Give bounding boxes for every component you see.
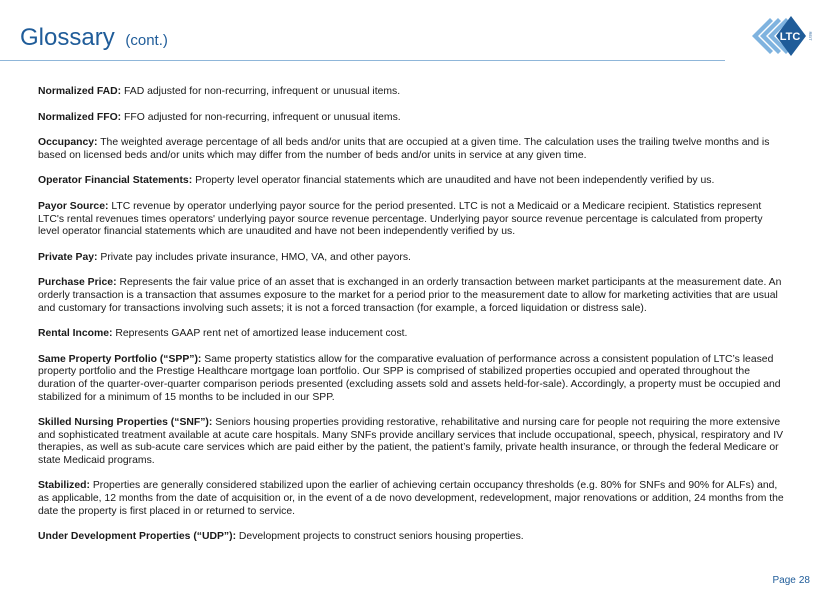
glossary-entry xyxy=(38,480,786,518)
glossary-term: Normalized FFO: xyxy=(38,111,122,123)
page-subtitle: (cont.) xyxy=(125,32,168,49)
ltc-reit-logo-icon xyxy=(748,8,814,64)
glossary-definition: Same property statistics allow for the comparative evaluation of performance across a consistent population of LTC’s leased property portfolio and the Prestige Healthcare mortgage loan portfolio. Our SPP is comprised of stabilized properties occupied and operated throughout the duration of the quarter-over-quarter comparison periods presented (excluding assets sold and assets held-for-sale). Accordingly, a property must be occupied and stabilized for a minimum of 15 months to be included in our SPP. xyxy=(38,353,781,403)
logo-subtext: REIT xyxy=(808,31,813,41)
glossary-term: Under Development Properties (“UDP”): xyxy=(38,531,237,543)
glossary-definition: FAD adjusted for non-recurring, infrequent or unusual items. xyxy=(124,86,401,97)
glossary-entry xyxy=(38,354,786,404)
glossary-definition: Represents the fair value price of an asset that is exchanged in an orderly transaction between market participants at the measurement date. An orderly transaction is a transaction that assumes exposure to the market for a period prior to the measurement date to allow for marketing activities that are usual and customary for transactions involving such assets; it is not a forced transaction (for example, a forced liquidation or distress sale). xyxy=(38,277,782,314)
glossary-entry xyxy=(38,137,786,162)
glossary-term: Payor Source: xyxy=(38,200,109,212)
glossary-entry xyxy=(38,86,786,99)
glossary-definition: Property level operator financial statements which are unaudited and have not been independently verified by us. xyxy=(195,175,715,187)
glossary-term: Same Property Portfolio (“SPP”): xyxy=(38,353,202,365)
header-divider xyxy=(0,60,725,61)
glossary-term: Private Pay: xyxy=(38,251,98,263)
glossary-term: Skilled Nursing Properties (“SNF”): xyxy=(38,417,213,429)
glossary-term: Occupancy: xyxy=(38,137,98,149)
glossary-term: Normalized FAD: xyxy=(38,86,122,97)
glossary-entry xyxy=(38,252,786,265)
slide-header xyxy=(0,0,830,70)
glossary-entry xyxy=(38,531,786,544)
glossary-definition: Development projects to construct seniors housing properties. xyxy=(238,531,524,543)
glossary-definition: FFO adjusted for non-recurring, infrequent or unusual items. xyxy=(124,111,401,123)
glossary-entry xyxy=(38,277,786,315)
glossary-definition: Represents GAAP rent net of amortized lease inducement cost. xyxy=(115,328,408,340)
glossary-term: Operator Financial Statements: xyxy=(38,175,193,187)
glossary-definition: The weighted average percentage of all beds and/or units that are occupied at a given time. The calculation uses the trailing twelve months and is based on licensed beds and/or units which may differ from the number of beds and/or units in service at any given time. xyxy=(38,137,770,161)
glossary-definition: LTC revenue by operator underlying payor source for the period presented. LTC is not a Medicaid or a Medicare recipient. Statistics represent LTC's rental revenues times operators' underlying payor source revenue percentage. Underlying payor source revenue percentage is calculated from property level operator financial statements which are unaudited and have not been independently verified by us. xyxy=(38,200,763,238)
glossary-term: Stabilized: xyxy=(38,480,90,492)
glossary-entry xyxy=(38,175,786,188)
glossary-definition: Private pay includes private insurance, HMO, VA, and other payors. xyxy=(100,251,411,263)
page-number xyxy=(773,575,810,586)
glossary-term: Purchase Price: xyxy=(38,277,117,289)
glossary-term: Rental Income: xyxy=(38,328,113,340)
logo-text: LTC xyxy=(779,31,801,43)
page-label: Page xyxy=(772,575,796,586)
glossary-entry xyxy=(38,201,786,239)
glossary-entry xyxy=(38,328,786,341)
glossary-entry xyxy=(38,112,786,125)
page-number-value: 28 xyxy=(798,575,810,586)
glossary-entry xyxy=(38,417,786,467)
glossary-list xyxy=(38,86,786,557)
glossary-definition: Seniors housing properties providing restorative, rehabilitative and nursing care for people not requiring the more extensive and sophisticated treatment available at acute care hospitals. Many SNFs provide ancillary services that include occupational, speech, physical, respiratory and IV therapies, as well as sub-acute care services which are paid either by the patient, the patient’s family, private health insurance, or through the federal Medicare or state Medicaid programs. xyxy=(38,417,784,466)
page-title-text: Glossary xyxy=(20,24,115,51)
glossary-definition: Properties are generally considered stabilized upon the earlier of achieving certain occupancy thresholds (e.g. 80% for SNFs and 90% for ALFs) and, as applicable, 12 months from the date of acquisition or, in the event of a de novo development, redevelopment, major renovations or addition, 24 months from the date the property is first placed in or returned to service. xyxy=(38,480,784,517)
page-title xyxy=(20,24,168,52)
